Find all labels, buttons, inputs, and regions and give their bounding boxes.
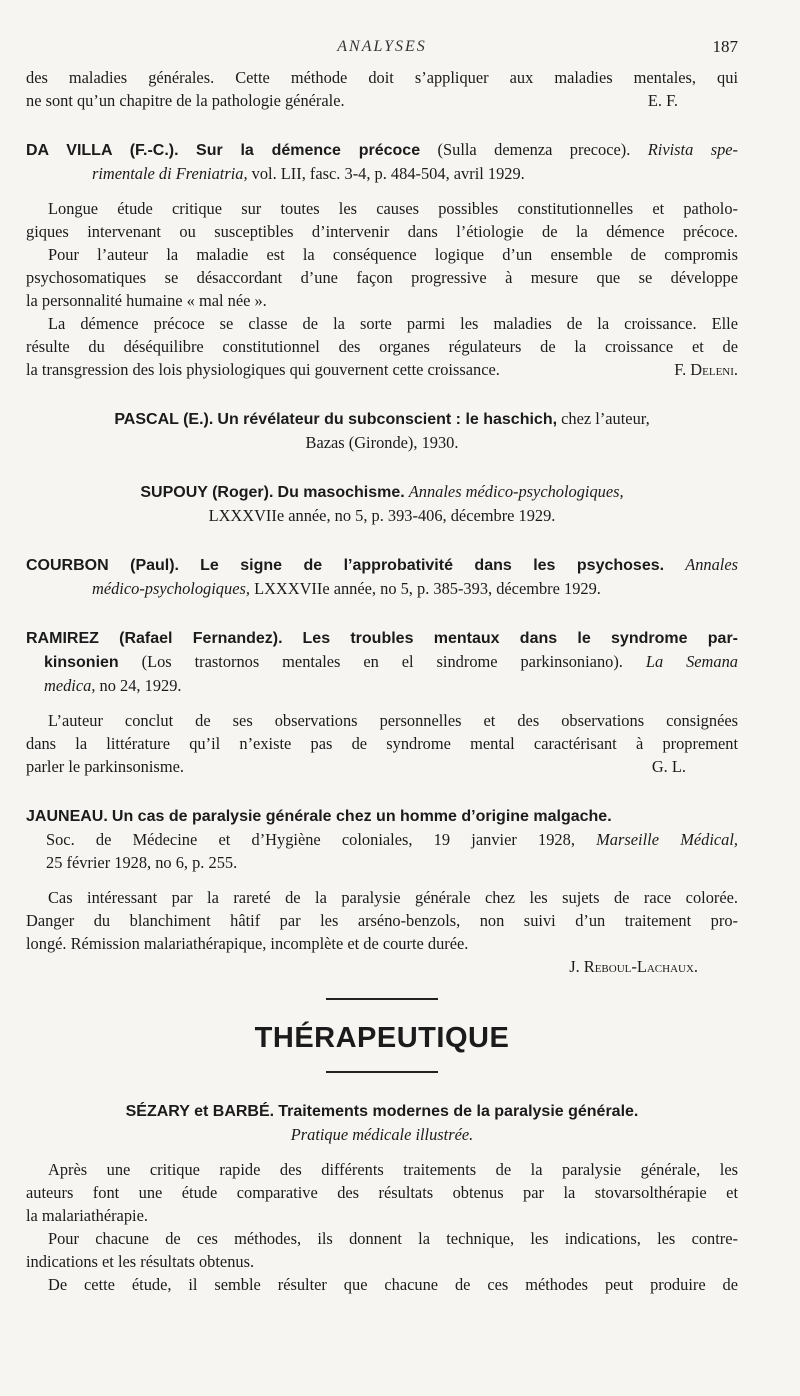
journal-name: Pratique médicale illustrée. (290, 1125, 474, 1144)
document-page (26, 0, 738, 1296)
text-line (26, 755, 738, 778)
reference-line (26, 1099, 738, 1123)
reference-line: Bazas (Gironde), 1930. (305, 433, 459, 452)
text-line: giques intervenant ou susceptibles d’intervenir dans l’étiologie de la démence précoce. (26, 222, 738, 241)
original-title: (Los trastornos mentales en el sindrome parkinsoniano). (141, 652, 623, 671)
reference-line (26, 480, 738, 504)
journal-name: La Semana (645, 652, 738, 671)
reference-line: 25 février 1928, no 6, p. 255. (46, 853, 238, 872)
author: RAMIREZ (Rafael Fernandez). (26, 630, 283, 647)
text-line: résulte du déséquilibre constitutionnel des organes régulateurs de la croissance et de (26, 337, 738, 356)
section-title: THÉRAPEUTIQUE (254, 1022, 510, 1054)
author: COURBON (Paul). (26, 557, 180, 574)
text-line: la personnalité humaine « mal née ». (26, 291, 267, 310)
page-header (26, 0, 738, 66)
journal-name: medica, (44, 676, 96, 695)
article-title: Les troubles mentaux dans le syndrome par- (302, 630, 739, 647)
reference-line: LXXXVIIe année, no 5, p. 393-406, décembre 1929. (208, 506, 556, 525)
reference-details: chez l’auteur, (561, 409, 650, 428)
journal-name: Annales médico-psychologiques, (408, 482, 624, 501)
journal-name: rimentale di Freniatria, (92, 164, 248, 183)
reference-details: Soc. de Médecine et d’Hygiène coloniales, 19 janvier 1928, (46, 830, 575, 849)
text-line: Pour chacune de ces méthodes, ils donnent la technique, les indications, les contre- (48, 1229, 738, 1248)
reference-line (26, 407, 738, 431)
author: PASCAL (E.). (114, 411, 214, 428)
review-entry (26, 480, 738, 527)
article-title: kinsonien (44, 654, 119, 671)
reference-details: LXXXVIIe année, no 5, p. 385-393, décembre 1929. (254, 579, 601, 598)
author: JAUNEAU. (26, 808, 108, 825)
review-entry (26, 138, 738, 381)
reference-line (26, 804, 738, 828)
text-line: dans la littérature qu’il n’existe pas de syndrome mental caractérisant à proprement (26, 734, 738, 753)
author: DA VILLA (F.-C.). (26, 142, 179, 159)
reference-line (26, 138, 738, 162)
reference-line (26, 626, 738, 650)
reference-line (26, 577, 738, 600)
review-entry (26, 804, 738, 978)
text-line: des maladies générales. Cette méthode doit s’appliquer aux maladies mentales, qui (26, 68, 738, 87)
text-line-content: ne sont qu’un chapitre de la pathologie générale. (26, 91, 345, 110)
text-line: De cette étude, il semble résulter que chacune de ces méthodes peut produire de (48, 1275, 738, 1294)
signature: J. Reboul-Lachaux. (569, 957, 698, 976)
reference-details: no 24, 1929. (99, 676, 182, 695)
signature: F. Deleni. (674, 360, 738, 379)
review-entry (26, 1099, 738, 1296)
author: SÉZARY et BARBÉ. (125, 1103, 275, 1120)
article-title: Un révélateur du subconscient : le haschich, (217, 411, 558, 428)
journal-name: Annales (685, 555, 738, 574)
text-line-content: la transgression des lois physiologiques qui gouvernent cette croissance. (26, 360, 500, 379)
text-line: Longue étude critique sur toutes les causes possibles constitutionnelles et patholo- (48, 199, 738, 218)
review-entry (26, 407, 738, 454)
text-line: L’auteur conclut de ses observations personnelles et des observations consignées (48, 711, 738, 730)
signature: E. F. (647, 91, 678, 110)
text-line: la malariathérapie. (26, 1206, 148, 1225)
reference-line (26, 162, 738, 185)
article-title: Du masochisme. (277, 484, 405, 501)
reference-line (26, 553, 738, 577)
reference-line (26, 674, 738, 697)
text-line: indications et les résultats obtenus. (26, 1252, 255, 1271)
article-title: Sur la démence précoce (196, 142, 421, 159)
text-line (26, 89, 738, 112)
original-title: (Sulla demenza precoce). (437, 140, 631, 159)
article-title: Traitements modernes de la paralysie générale. (278, 1103, 639, 1120)
review-entry (26, 553, 738, 600)
intro-paragraph (26, 66, 738, 112)
text-line: Danger du blanchiment hâtif par les arséno-benzols, non suivi d’un traitement pro- (26, 911, 738, 930)
article-title: Le signe de l’approbativité dans les psychoses. (200, 557, 665, 574)
text-line: auteurs font une étude comparative des résultats obtenus par la stovarsolthérapie et (26, 1183, 738, 1202)
reference-line (26, 650, 738, 674)
journal-name: médico-psychologiques, (92, 579, 250, 598)
journal-name: Rivista spe- (647, 140, 739, 159)
text-line-content: parler le parkinsonisme. (26, 757, 184, 776)
text-line: La démence précoce se classe de la sorte parmi les maladies de la croissance. Elle (48, 314, 738, 333)
reference-details: vol. LII, fasc. 3-4, p. 484-504, avril 1929. (251, 164, 525, 183)
author: SUPOUY (Roger). (140, 484, 274, 501)
running-title: ANALYSES (337, 38, 427, 55)
text-line: psychosomatiques se désaccordant d’une façon progressive à mesure que se développe (26, 268, 738, 287)
text-line (26, 358, 738, 381)
reference-line (26, 828, 738, 851)
article-title: Un cas de paralysie générale chez un homme d’origine malgache. (111, 808, 612, 825)
journal-name: Marseille Médical, (596, 830, 738, 849)
text-line: Pour l’auteur la maladie est la conséquence logique d’un ensemble de compromis (48, 245, 738, 264)
signature: G. L. (651, 757, 686, 776)
text-line: longé. Rémission malariathérapique, incomplète et de courte durée. (26, 934, 469, 953)
text-line: Cas intéressant par la rareté de la paralysie générale chez les sujets de race colorée. (48, 888, 738, 907)
page-number: 187 (712, 37, 738, 56)
text-line: Après une critique rapide des différents traitements de la paralysie générale, les (48, 1160, 738, 1179)
review-entry (26, 626, 738, 778)
